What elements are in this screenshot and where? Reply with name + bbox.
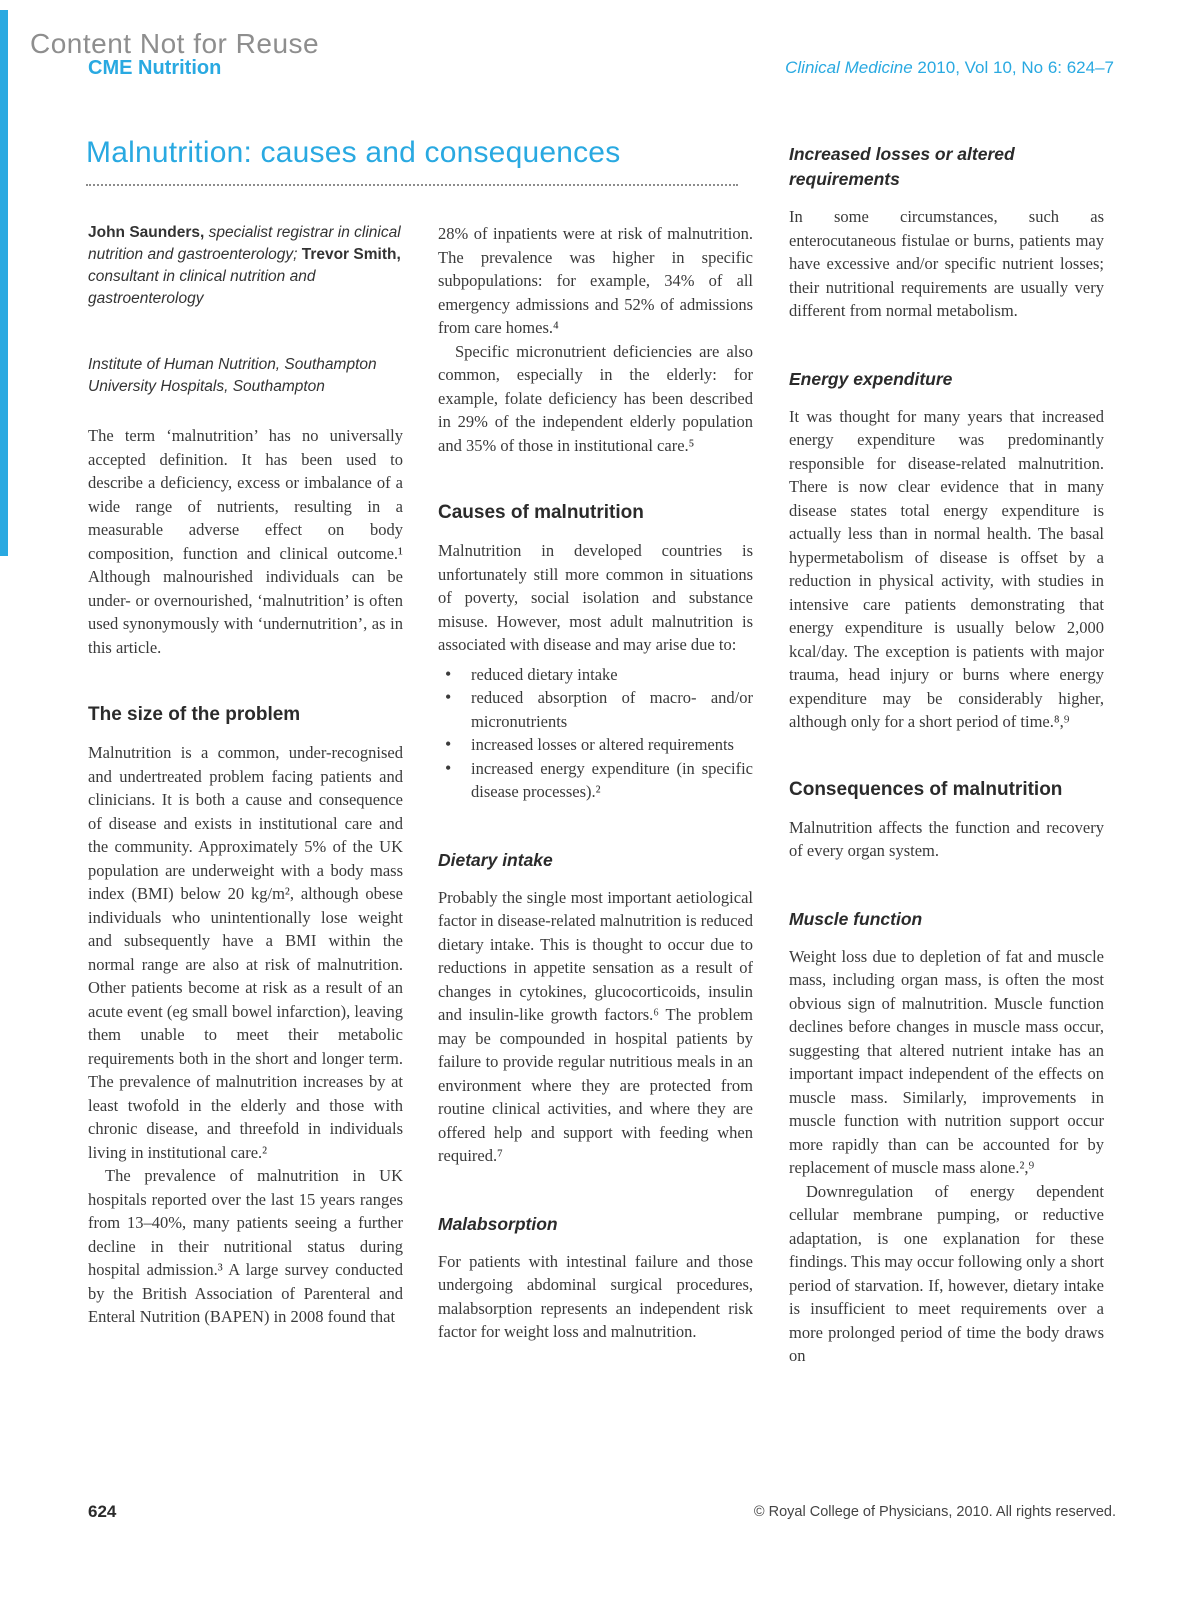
bullet-item: • increased energy expenditure (in specific disease processes).² (438, 757, 753, 804)
subheading-energy-expenditure: Energy expenditure (789, 368, 953, 389)
cme-section-accent-bar (0, 10, 8, 556)
bullet-item: • reduced absorption of macro- and/or micronutrients (438, 686, 753, 733)
column-2 (438, 222, 753, 1344)
subheading-dietary-intake: Dietary intake (438, 849, 553, 870)
size-of-problem-paragraph-1: Malnutrition is a common, under-recognised and undertreated problem facing patients and clinicians. It is both a cause and consequence of disease and exists in institutional care and the community. Approximately 5% of the UK population are underweight with a body mass index (BMI) below 20 kg/m², although obese individuals who unintentionally lose weight and subsequently have a BMI within the normal range are also at risk of malnutrition. Other patients become at risk as a result of an acute event (eg small bowel infarction), leaving them unable to meet their metabolic requirements both in the short and longer term. The prevalence of malnutrition increases by at least twofold in the elderly and those with chronic disease, and threefold in individuals living in institutional care.² (88, 743, 403, 1162)
title-dotted-rule (86, 184, 738, 186)
muscle-function-paragraph-1: Weight loss due to depletion of fat and muscle mass, including organ mass, is often the most obvious sign of malnutrition. Muscle function declines before changes in muscle mass occur, suggesting that altered nutrient intake has an important impact independent of the effects on muscle mass. Similarly, improvements in muscle function with nutrition support occur more rapidly than can be accounted for by replacement of muscle mass alone.²,⁹ (789, 946, 1104, 1177)
page-number: 624 (88, 1502, 117, 1521)
subheading-increased-losses: Increased losses or altered requirements (789, 144, 1015, 189)
author2-name: Trevor Smith, (301, 246, 401, 263)
increased-losses-paragraph: In some circumstances, such as enterocutaneous fistulae or burns, patients may have excessive and/or specific nutrient losses; their nutritional requirements are usually very different from normal metabolism. (789, 207, 1104, 320)
content-not-for-reuse-watermark: Content Not for Reuse (30, 28, 320, 59)
journal-name: Clinical Medicine (785, 58, 913, 77)
author2-role: consultant in clinical nutrition and gastroenterology (88, 268, 316, 307)
heading-consequences: Consequences of malnutrition (789, 778, 1063, 800)
heading-size-of-problem: The size of the problem (88, 704, 301, 725)
causes-paragraph: Malnutrition in developed countries is unfortunately still more common in situations of poverty, social isolation and substance misuse. However, most adult malnutrition is associated with disease and may arise due to: (438, 541, 753, 654)
journal-reference (785, 58, 1114, 78)
author-byline (88, 222, 403, 310)
column-1 (88, 222, 403, 1329)
copyright-notice: © Royal College of Physicians, 2010. All rights reserved. (753, 1504, 1116, 1520)
intro-paragraph: The term ‘malnutrition’ has no universally accepted definition. It has been used to describe a deficiency, excess or imbalance of a wide range of nutrients, resulting in a measurable adverse effect on body composition, function and clinical outcome.¹ Although malnourished individuals can be under- or overnourished, ‘malnutrition’ is often used synonymously with ‘undernutrition’, as in this article. (88, 426, 403, 657)
energy-expenditure-paragraph: It was thought for many years that increased energy expenditure was predominantly responsible for disease-related malnutrition. There is now clear evidence that in many disease states total energy expenditure is actually less than in normal health. The basal hypermetabolism of disease is offset by a reduction in physical activity, with studies in intensive care patients demonstrating that energy expenditure is usually below 2,000 kcal/day. The exception is patients with major trauma, head injury or burns where energy expenditure may be considerably higher, although only for a short period of time.⁸,⁹ (789, 406, 1104, 731)
prevalence-continuation-paragraph: 28% of inpatients were at risk of malnutrition. The prevalence was higher in specific subpopulations: for example, 34% of all emergency admissions and 52% of admissions from care homes.⁴ (438, 224, 753, 337)
author1-name: John Saunders, (88, 224, 209, 241)
journal-ref-rest: 2010, Vol 10, No 6: 624–7 (912, 58, 1114, 77)
subheading-malabsorption: Malabsorption (438, 1213, 558, 1234)
author1-role: specialist registrar in clinical nutrition and gastroenterology; (88, 224, 401, 263)
malabsorption-paragraph: For patients with intestinal failure and those undergoing abdominal surgical procedures, malabsorption represents an independent risk factor for weight loss and malnutrition. (438, 1251, 753, 1341)
section-label: CME Nutrition (88, 57, 222, 79)
consequences-paragraph: Malnutrition affects the function and recovery of every organ system. (789, 817, 1104, 860)
causes-bullet-list (438, 663, 753, 804)
article-title: Malnutrition: causes and consequences (86, 136, 621, 169)
subheading-muscle-function: Muscle function (789, 908, 923, 929)
column-3 (789, 142, 1104, 1368)
affiliation: Institute of Human Nutrition, Southampton University Hospitals, Southampton (88, 356, 377, 395)
size-of-problem-paragraph-2: The prevalence of malnutrition in UK hospitals reported over the last 15 years ranges from 13–40%, many patients seeing a further decline in their nutritional status during hospital admission.³ A large survey conducted by the British Association of Parenteral and Enteral Nutrition (BAPEN) in 2008 found that (88, 1166, 403, 1326)
muscle-function-paragraph-2: Downregulation of energy dependent cellular membrane pumping, or reductive adaptation, is one explanation for these findings. This may occur following only a short period of starvation. If, however, dietary intake is insufficient to meet requirements over a more prolonged period of time the body draws on (789, 1181, 1104, 1365)
bullet-item: • reduced dietary intake (438, 663, 753, 687)
heading-causes-of-malnutrition: Causes of malnutrition (438, 502, 644, 523)
dietary-intake-paragraph: Probably the single most important aetiological factor in disease-related malnutrition is reduced dietary intake. This is thought to occur due to reductions in appetite sensation as a result of changes in cytokines, glucocorticoids, insulin and insulin-like growth factors.⁶ The problem may be compounded in hospital patients by failure to provide regular nutritious meals in an environment where they are protected from routine clinical activities, and where they are offered help and support with feeding when required.⁷ (438, 887, 753, 1165)
bullet-item: • increased losses or altered requirements (438, 733, 753, 757)
micronutrient-paragraph: Specific micronutrient deficiencies are also common, especially in the elderly: for example, folate deficiency has been described in 29% of the independent elderly population and 35% of those in institutional care.⁵ (438, 341, 753, 455)
